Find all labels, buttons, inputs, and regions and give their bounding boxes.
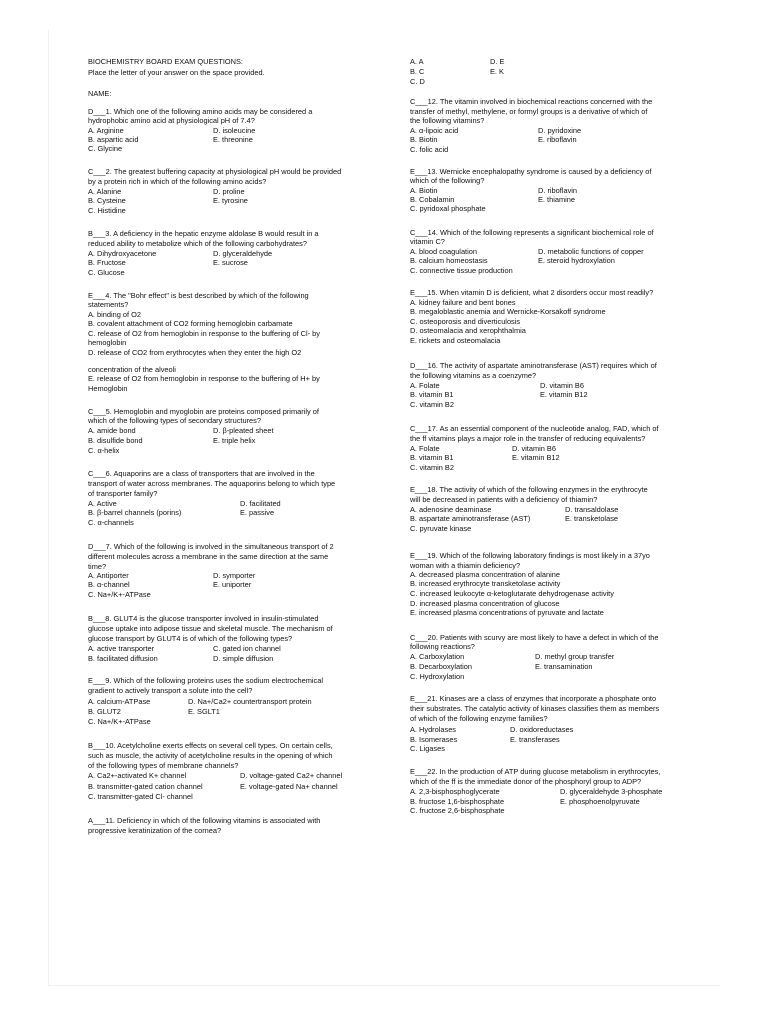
answer-choice: D. oxidoreductases — [510, 725, 574, 734]
answer-choice: D. β-pleated sheet — [213, 426, 274, 435]
question-text: C___6. Aquaporins are a class of transporters that are involved in the — [88, 469, 315, 478]
answer-choice: A. amide bond — [88, 426, 136, 435]
answer-choice: A. adenosine deaminase — [410, 505, 492, 514]
answer-choice: B. Isomerases — [410, 735, 458, 744]
answer-choice: D. symporter — [213, 571, 256, 580]
answer-choice: B. increased erythrocyte transketolase activity — [410, 579, 561, 588]
answer-choice: B. Cobalamin — [410, 195, 455, 204]
answer-choice: A. Dihydroxyacetone — [88, 249, 157, 258]
text-line: hemoglobin — [88, 338, 127, 347]
answer-choice: A. Arginine — [88, 126, 124, 135]
question-text: D___7. Which of the following is involved in the simultaneous transport of 2 — [88, 542, 334, 551]
answer-choice: B. vitamin B1 — [410, 453, 454, 462]
answer-choice: B. fructose 1,6-bisphosphate — [410, 797, 505, 806]
answer-choice: B. Biotin — [410, 135, 438, 144]
answer-choice: B. C — [410, 67, 425, 76]
question-text: D___1. Which one of the following amino acids may be considered a — [88, 107, 313, 116]
answer-choice: C. increased leukocyte α-ketoglutarate dehydrogenase activity — [410, 589, 614, 598]
answer-choice: B. aspartic acid — [88, 135, 139, 144]
text-line: time? — [88, 562, 107, 571]
question-text: E___21. Kinases are a class of enzymes that incorporate a phosphate onto — [410, 694, 657, 703]
answer-choice: E. voltage-gated Na+ channel — [240, 782, 338, 791]
answer-choice: C. vitamin B2 — [410, 463, 454, 472]
answer-choice: A. Folate — [410, 381, 440, 390]
answer-choice: A. 2,3-bisphosphoglycerate — [410, 787, 500, 796]
text-line: the following vitamins as a coenzyme? — [410, 371, 537, 380]
page-edge-horizontal — [48, 985, 720, 986]
text-line: which of the ff is the immediate donor of the phosphoryl group to ADP? — [410, 777, 642, 786]
text-line: hydrophobic amino acid at physiological pH of 7.4? — [88, 116, 255, 125]
text-line: glucose uptake into adipose tissue and skeletal muscle. The mechanism of — [88, 624, 333, 633]
text-line: following reactions? — [410, 642, 475, 651]
answer-choice: C. connective tissue production — [410, 266, 513, 275]
answer-choice: D. voltage-gated Ca2+ channel — [240, 771, 343, 780]
answer-choice: E. rickets and osteomalacia — [410, 336, 501, 345]
answer-choice: C. release of O2 from hemoglobin in response to the buffering of Cl- by — [88, 329, 320, 338]
text-line: the ff vitamins plays a major role in the transfer of reducing equivalents? — [410, 434, 646, 443]
answer-choice: E. transketolase — [565, 514, 618, 523]
answer-choice: E. triple helix — [213, 436, 256, 445]
answer-choice: A. calcium-ATPase — [88, 697, 151, 706]
answer-choice: D. glyceraldehyde 3-phosphate — [560, 787, 663, 796]
question-text: E___15. When vitamin D is deficient, what 2 disorders occur most readily? — [410, 288, 654, 297]
answer-choice: C. pyridoxal phosphate — [410, 204, 486, 213]
answer-choice: A. A — [410, 57, 424, 66]
answer-choice: C. Ligases — [410, 744, 445, 753]
question-text: C___12. The vitamin involved in biochemical reactions concerned with the — [410, 97, 653, 106]
answer-choice: A. Folate — [410, 444, 440, 453]
answer-choice: C. α-helix — [88, 446, 120, 455]
answer-choice: C. folic acid — [410, 145, 449, 154]
text-line: of which of the following enzyme families? — [410, 714, 548, 723]
answer-choice: E. uniporter — [213, 580, 252, 589]
answer-choice: B. Cysteine — [88, 196, 126, 205]
answer-choice: E. increased plasma concentrations of pyruvate and lactate — [410, 608, 604, 617]
answer-choice: D. transaldolase — [565, 505, 619, 514]
answer-choice: D. proline — [213, 187, 245, 196]
answer-choice: E. riboflavin — [538, 135, 577, 144]
answer-choice: D. pyridoxine — [538, 126, 582, 135]
name-label: NAME: — [88, 89, 112, 98]
answer-choice: E. transferases — [510, 735, 560, 744]
answer-choice: E. SGLT1 — [188, 707, 220, 716]
text-line: will be decreased in patients with a deficiency of thiamin? — [410, 495, 598, 504]
text-line: of transporter family? — [88, 489, 158, 498]
answer-choice: B. vitamin B1 — [410, 390, 454, 399]
answer-choice: D. Na+/Ca2+ countertransport protein — [188, 697, 312, 706]
question-text: E___18. The activity of which of the following enzymes in the erythrocyte — [410, 485, 648, 494]
answer-choice: C. fructose 2,6-bisphosphate — [410, 806, 505, 815]
answer-choice: D. glyceraldehyde — [213, 249, 273, 258]
answer-choice: A. Active — [88, 499, 117, 508]
answer-choice: B. covalent attachment of CO2 forming hemoglobin carbamate — [88, 319, 293, 328]
answer-choice: D. increased plasma concentration of glucose — [410, 599, 560, 608]
text-line: vitamin C? — [410, 237, 445, 246]
question-text: B___10. Acetylcholine exerts effects on several cell types. On certain cells, — [88, 741, 333, 750]
answer-choice: C. transmitter-gated Cl- channel — [88, 792, 193, 801]
text-line: different molecules across a membrane in the same direction at the same — [88, 552, 329, 561]
text-line: by a protein rich in which of the following amino acids? — [88, 177, 267, 186]
answer-choice: D. riboflavin — [538, 186, 578, 195]
answer-choice: D. simple diffusion — [213, 654, 274, 663]
answer-choice: D. metabolic functions of copper — [538, 247, 644, 256]
answer-choice: D. facilitated — [240, 499, 281, 508]
answer-choice: C. Na+/K+-ATPase — [88, 717, 151, 726]
answer-choice: E. tyrosine — [213, 196, 248, 205]
question-text: B___3. A deficiency in the hepatic enzyme aldolase B would result in a — [88, 229, 319, 238]
question-text: E___4. The "Bohr effect" is best described by which of the following — [88, 291, 309, 300]
text-line: which of the following types of secondary structures? — [88, 416, 261, 425]
answer-choice: A. α-lipoic acid — [410, 126, 459, 135]
question-text: B___8. GLUT4 is the glucose transporter involved in insulin-stimulated — [88, 614, 319, 623]
text-line: which of the following? — [410, 176, 485, 185]
text-line: such as muscle, the activity of acetylcholine results in the opening of which — [88, 751, 333, 760]
answer-choice: B. GLUT2 — [88, 707, 121, 716]
answer-choice: C. gated ion channel — [213, 644, 281, 653]
text-line: progressive keratinization of the cornea? — [88, 826, 222, 835]
answer-choice: B. β-barrel channels (porins) — [88, 508, 182, 517]
answer-choice: E. threonine — [213, 135, 253, 144]
answer-choice: C. Glycine — [88, 144, 123, 153]
answer-choice: C. Glucose — [88, 268, 125, 277]
question-text: C___5. Hemoglobin and myoglobin are proteins composed primarily of — [88, 407, 319, 416]
text-line: glucose transport by GLUT4 is of which of the following types? — [88, 634, 293, 643]
answer-choice: E. release of O2 from hemoglobin in response to the buffering of H+ by — [88, 374, 320, 383]
text-line: of the following types of membrane channels? — [88, 761, 239, 770]
answer-choice: E. passive — [240, 508, 275, 517]
answer-choice: D. release of CO2 from erythrocytes when they enter the high O2 — [88, 348, 302, 357]
answer-choice: A. Alanine — [88, 187, 122, 196]
answer-choice: E. transamination — [535, 662, 593, 671]
answer-choice: B. α-channel — [88, 580, 130, 589]
answer-choice: B. transmitter-gated cation channel — [88, 782, 203, 791]
answer-choice: B. Fructose — [88, 258, 126, 267]
question-text: C___14. Which of the following represents a significant biochemical role of — [410, 228, 654, 237]
answer-choice: D. vitamin B6 — [540, 381, 584, 390]
text-line: Hemoglobin — [88, 384, 128, 393]
answer-choice: B. facilitated diffusion — [88, 654, 158, 663]
answer-choice: A. kidney failure and bent bones — [410, 298, 516, 307]
answer-choice: B. Decarboxylation — [410, 662, 473, 671]
answer-choice: E. K — [490, 67, 504, 76]
text-line: concentration of the alveoli — [88, 365, 176, 374]
question-text: A___11. Deficiency in which of the following vitamins is associated with — [88, 816, 321, 825]
answer-choice: A. Hydrolases — [410, 725, 457, 734]
question-text: E___9. Which of the following proteins uses the sodium electrochemical — [88, 676, 323, 685]
question-text: D___16. The activity of aspartate aminotransferase (AST) requires which of — [410, 361, 657, 370]
exam-instructions: Place the letter of your answer on the space provided. — [88, 68, 265, 77]
text-line: statements? — [88, 300, 129, 309]
answer-choice: C. α-channels — [88, 518, 134, 527]
page-edge-vertical — [48, 30, 49, 985]
text-line: the following vitamins? — [410, 116, 485, 125]
question-text: E___13. Wernicke encephalopathy syndrome is caused by a deficiency of — [410, 167, 652, 176]
answer-choice: C. Na+/K+-ATPase — [88, 590, 151, 599]
answer-choice: D. isoleucine — [213, 126, 256, 135]
question-text: C___2. The greatest buffering capacity at physiological pH would be provided — [88, 167, 342, 176]
question-text: E___22. In the production of ATP during glucose metabolism in erythrocytes, — [410, 767, 661, 776]
answer-choice: A. blood coagulation — [410, 247, 477, 256]
answer-choice: A. Ca2+-activated K+ channel — [88, 771, 187, 780]
answer-choice: E. thiamine — [538, 195, 575, 204]
answer-choice: B. calcium homeostasis — [410, 256, 488, 265]
question-text: C___20. Patients with scurvy are most likely to have a defect in which of the — [410, 633, 659, 642]
answer-choice: E. vitamin B12 — [512, 453, 560, 462]
text-line: reduced ability to metabolize which of the following carbohydrates? — [88, 239, 307, 248]
answer-choice: D. osteomalacia and xerophthalmia — [410, 326, 526, 335]
answer-choice: C. vitamin B2 — [410, 400, 454, 409]
answer-choice: B. disulfide bond — [88, 436, 143, 445]
text-line: woman with a thiamin deficiency? — [410, 561, 521, 570]
answer-choice: A. Antiporter — [88, 571, 129, 580]
question-text: C___17. As an essential component of the nucleotide analog, FAD, which of — [410, 424, 659, 433]
answer-choice: A. active transporter — [88, 644, 155, 653]
answer-choice: B. aspartate aminotransferase (AST) — [410, 514, 531, 523]
text-line: transfer of methyl, methylene, or formyl groups is a derivative of which of — [410, 107, 648, 116]
answer-choice: E. steroid hydroxylation — [538, 256, 615, 265]
answer-choice: D. vitamin B6 — [512, 444, 556, 453]
answer-choice: E. phosphoenolpyruvate — [560, 797, 640, 806]
text-line: transport of water across membranes. The aquaporins belong to which type — [88, 479, 336, 488]
answer-choice: C. D — [410, 77, 425, 86]
answer-choice: E. vitamin B12 — [540, 390, 588, 399]
answer-choice: C. Histidine — [88, 206, 126, 215]
answer-choice: C. Hydroxylation — [410, 672, 465, 681]
exam-title: BIOCHEMISTRY BOARD EXAM QUESTIONS: — [88, 57, 243, 66]
answer-choice: E. sucrose — [213, 258, 248, 267]
answer-choice: A. decreased plasma concentration of alanine — [410, 570, 560, 579]
answer-choice: B. megaloblastic anemia and Wernicke-Korsakoff syndrome — [410, 307, 606, 316]
answer-choice: A. binding of O2 — [88, 310, 142, 319]
answer-choice: A. Biotin — [410, 186, 438, 195]
answer-choice: C. osteoporosis and diverticulosis — [410, 317, 521, 326]
answer-choice: D. methyl group transfer — [535, 652, 615, 661]
text-line: gradient to actively transport a solute into the cell? — [88, 686, 253, 695]
question-text: E___19. Which of the following laboratory findings is most likely in a 37yo — [410, 551, 650, 560]
answer-choice: A. Carboxylation — [410, 652, 465, 661]
answer-choice: D. E — [490, 57, 505, 66]
answer-choice: C. pyruvate kinase — [410, 524, 472, 533]
text-line: their substrates. The catalytic activity of kinases classifies them as members — [410, 704, 660, 713]
